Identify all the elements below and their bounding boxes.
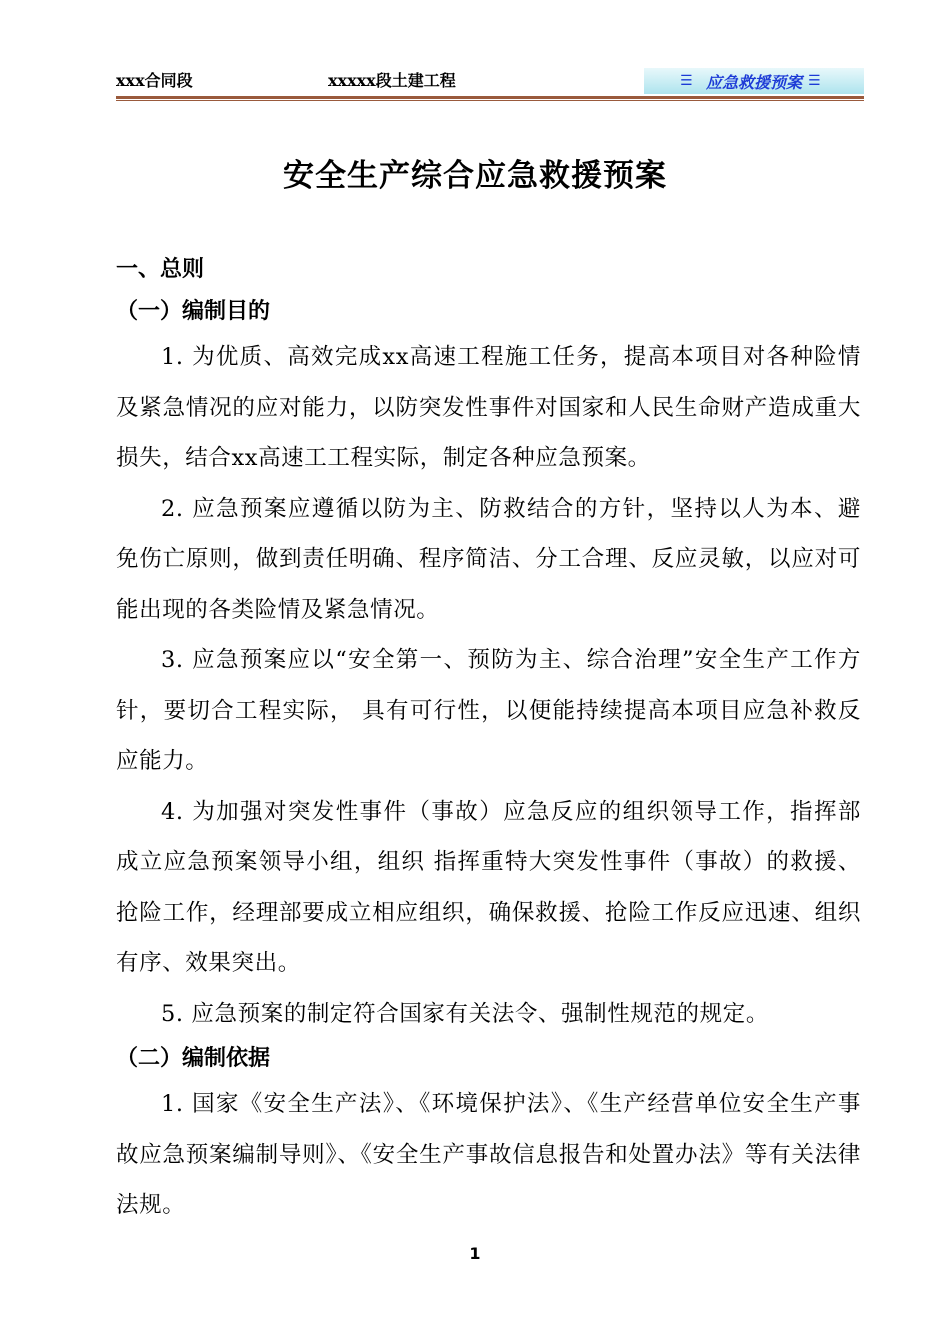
section-heading-general: 一、总则 xyxy=(116,257,205,282)
document-title: 安全生产综合应急救援预案 xyxy=(283,158,667,194)
page-number: 1 xyxy=(469,1244,481,1263)
header-badge xyxy=(644,68,864,94)
paragraph-purpose-3: 3. 应急预案应以“安全第一、预防为主、综合治理”安全生产工作方针，要切合工程实际， 具有可行性，以便能持续提高本项目应急补救反应能力。 xyxy=(116,647,861,774)
paragraph-purpose-4: 4. 为加强对突发性事件（事故）应急反应的组织领导工作，指挥部成立应急预案领导小组，组织 指挥重特大突发性事件（事故）的救援、抢险工作，经理部要成立相应组织，确保救援、抢险工作反应迅速、组织有序、效果突出。 xyxy=(116,798,861,976)
triple-bar-icon: ☰ xyxy=(808,73,821,89)
header-project-name: xxxxx段土建工程 xyxy=(328,71,456,90)
paragraph-basis-1: 1. 国家《安全生产法》、《环境保护法》、《生产经营单位安全生产事故应急预案编制导则》、《安全生产事故信息报告和处置办法》等有关法律法规。 xyxy=(116,1091,861,1218)
header-contract-section: xxx合同段 xyxy=(116,71,193,90)
header-divider-thin xyxy=(116,100,864,101)
document-body xyxy=(116,252,861,1231)
subsection-heading-purpose: （一）编制目的 xyxy=(116,299,271,324)
subsection-heading-basis: （二）编制依据 xyxy=(116,1046,271,1071)
header-divider xyxy=(116,96,864,99)
header-badge-text: 应急救援预案 xyxy=(705,72,802,92)
paragraph-purpose-1: 1. 为优质、高效完成xx高速工程施工任务，提高本项目对各种险情及紧急情况的应对能力，以防突发性事件对国家和人民生命财产造成重大损失，结合xx高速工工程实际，制定各种应急预案。 xyxy=(116,344,861,471)
triple-bar-icon: ☰ xyxy=(679,73,693,89)
paragraph-purpose-5: 5. 应急预案的制定符合国家有关法令、强制性规范的规定。 xyxy=(161,1000,769,1027)
paragraph-purpose-2: 2. 应急预案应遵循以防为主、防救结合的方针，坚持以人为本、避免伤亡原则，做到责任明确、程序简洁、分工合理、反应灵敏，以应对可能出现的各类险情及紧急情况。 xyxy=(116,495,861,623)
page-header xyxy=(116,64,864,96)
